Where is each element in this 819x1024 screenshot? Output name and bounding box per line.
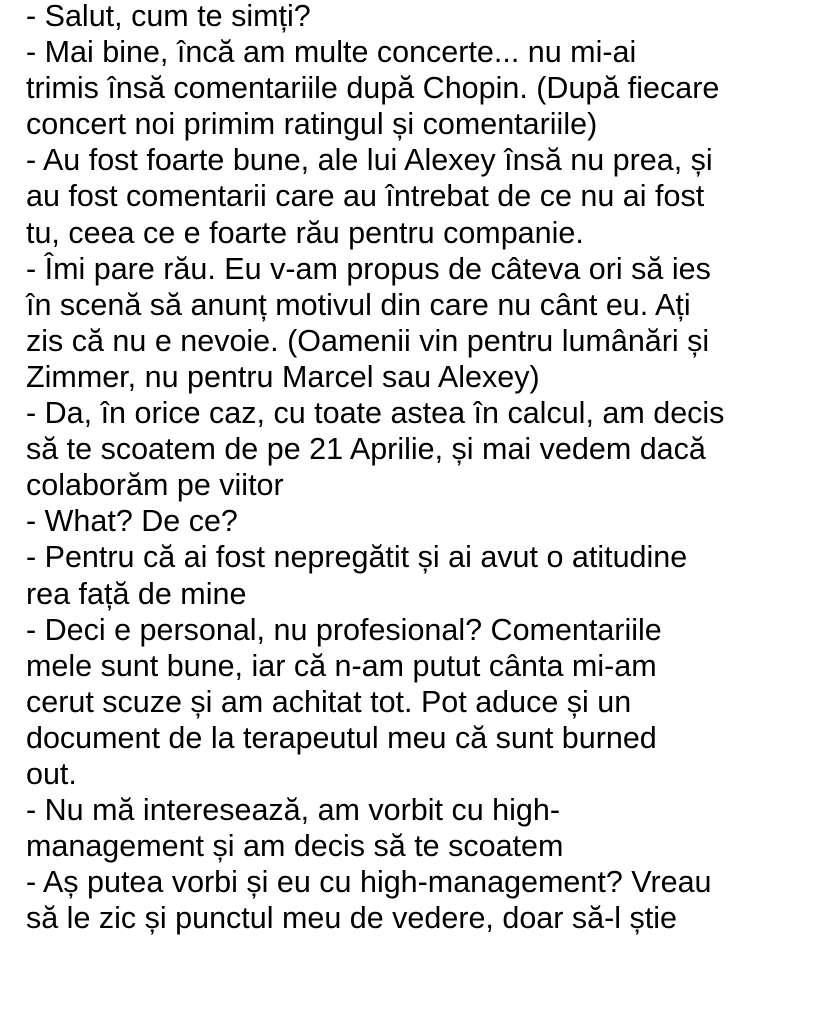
text-line: să le zic și punctul meu de vedere, doar să-l știe bbox=[26, 901, 677, 936]
text-line: tu, ceea ce e foarte rău pentru companie. bbox=[26, 215, 584, 250]
text-line: document de la terapeutul meu că sunt burned bbox=[26, 720, 657, 755]
text-line: - Pentru că ai fost nepregătit și ai avut o atitudine bbox=[26, 540, 688, 575]
text-line: trimis însă comentariile după Chopin. (După fiecare bbox=[26, 71, 720, 106]
text-line: Zimmer, nu pentru Marcel sau Alexey) bbox=[26, 359, 540, 394]
text-line: - Îmi pare rău. Eu v-am propus de câteva ori să ies bbox=[26, 251, 711, 286]
text-line: cerut scuze și am achitat tot. Pot aduce și un bbox=[26, 684, 632, 719]
text-line: rea față de mine bbox=[26, 576, 247, 611]
text-line: - What? De ce? bbox=[26, 504, 238, 539]
text-line: - Au fost foarte bune, ale lui Alexey însă nu prea, și bbox=[26, 143, 713, 178]
text-line: mele sunt bune, iar că n-am putut cânta mi-am bbox=[26, 648, 657, 683]
text-line: zis că nu e nevoie. (Oamenii vin pentru lumânări și bbox=[26, 323, 710, 358]
text-line: au fost comentarii care au întrebat de ce nu ai fost bbox=[26, 179, 705, 214]
text-line: în scenă să anunț motivul din care nu cânt eu. Ați bbox=[26, 287, 691, 322]
text-line: concert noi primim ratingul și comentariile) bbox=[26, 107, 598, 142]
text-line: - Mai bine, încă am multe concerte... nu mi-ai bbox=[26, 35, 637, 70]
text-line: - Nu mă interesează, am vorbit cu high- bbox=[26, 793, 560, 828]
text-line: management și am decis să te scoatem bbox=[26, 829, 564, 864]
text-line: - Deci e personal, nu profesional? Comentariile bbox=[26, 612, 662, 647]
text-line: - Da, în orice caz, cu toate astea în calcul, am decis bbox=[26, 396, 725, 431]
text-line: - Salut, cum te simți? bbox=[26, 0, 311, 33]
text-line: colaborăm pe viitor bbox=[26, 468, 284, 503]
text-line: out. bbox=[26, 756, 77, 791]
text-line: să te scoatem de pe 21 Aprilie, și mai vedem dacă bbox=[26, 432, 706, 467]
text-line: - Aș putea vorbi și eu cu high-management? Vreau bbox=[26, 865, 712, 900]
